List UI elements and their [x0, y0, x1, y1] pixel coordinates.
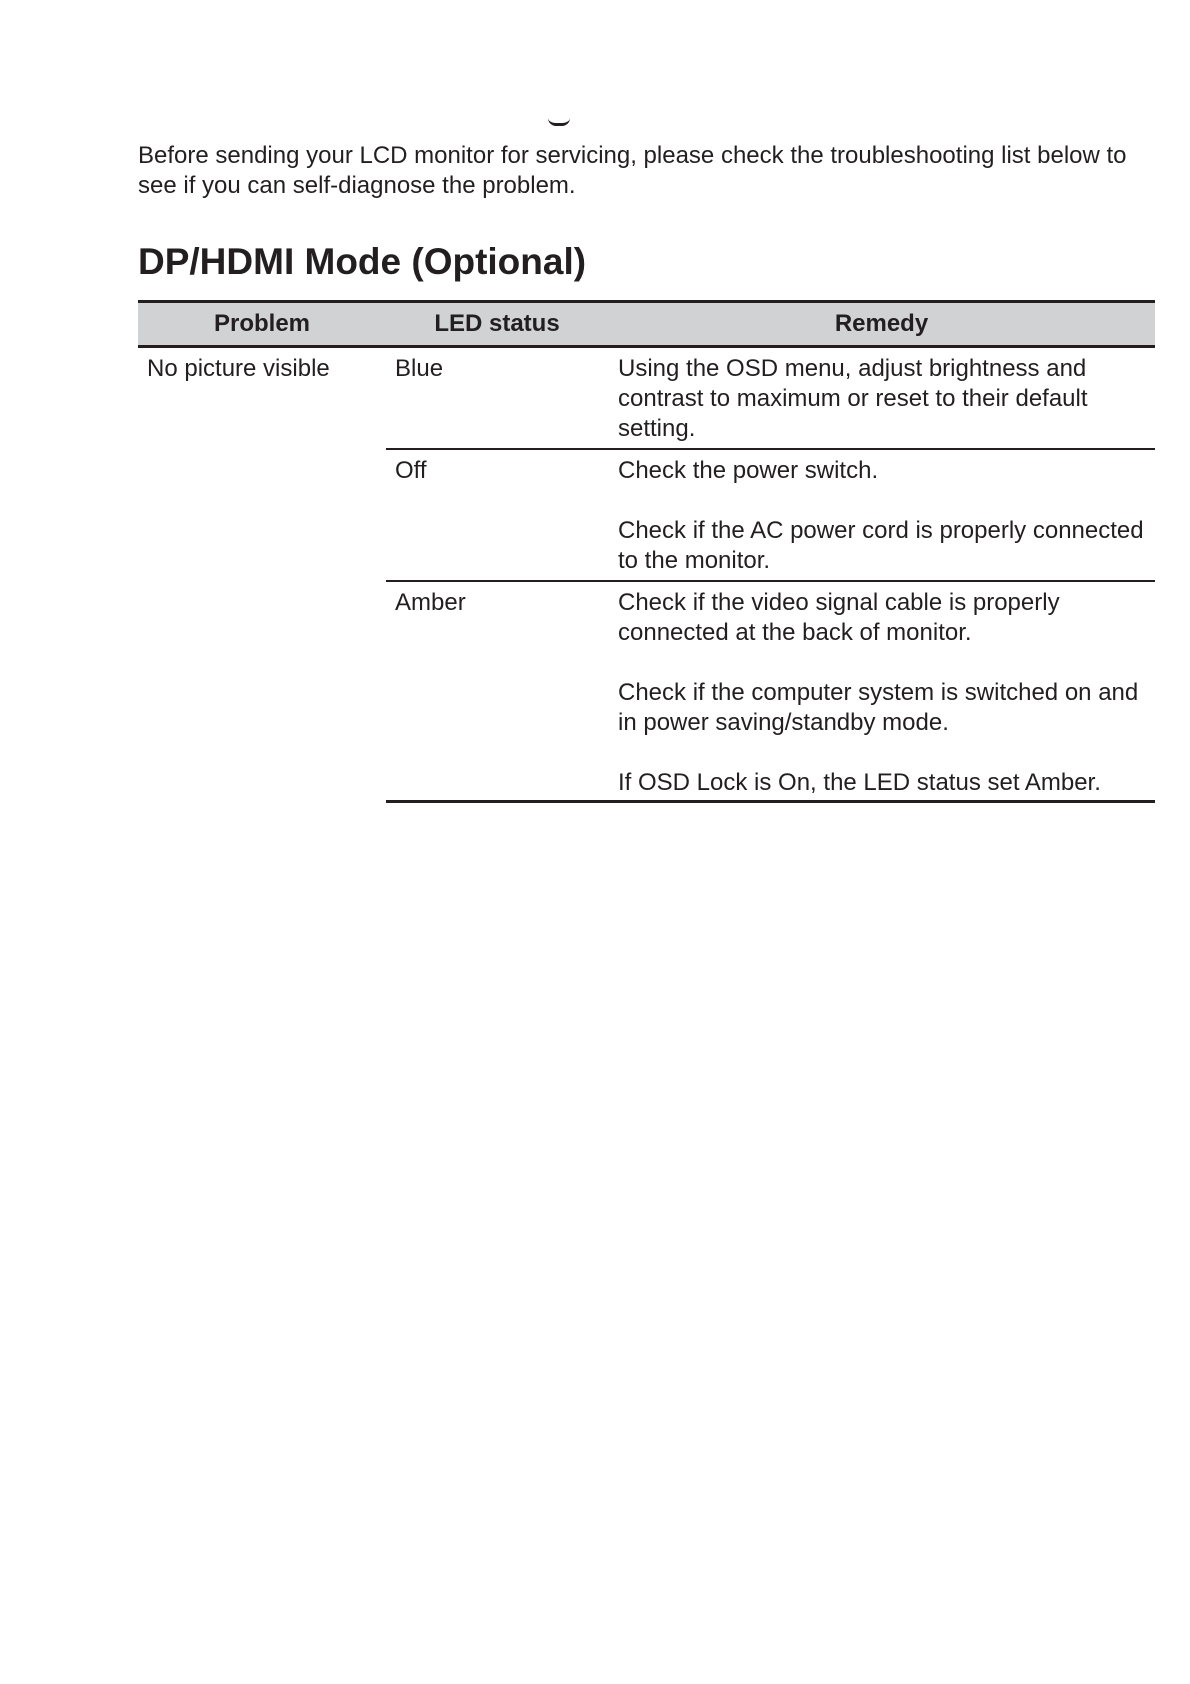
section-title: DP/HDMI Mode (Optional) [138, 241, 587, 282]
header-remedy: Remedy [608, 302, 1155, 347]
table-header-row [138, 302, 1155, 347]
header-problem: Problem [138, 302, 386, 347]
remedy-text: Using the OSD menu, adjust brightness and contrast to maximum or reset to their default setting. [618, 355, 1088, 442]
problem-cell: No picture visible [147, 355, 330, 382]
remedy-text: Check if the video signal cable is properly connected at the back of monitor. [618, 589, 1060, 646]
troubleshooting-table [138, 300, 1155, 803]
header-glyph-fragment [548, 118, 570, 126]
remedy-cell [608, 581, 1155, 802]
remedy-text: Check if the computer system is switched on and in power saving/standby mode. [618, 679, 1139, 736]
intro-paragraph: Before sending your LCD monitor for servicing, please check the troubleshooting list below to see if you can self-diagnose the problem. [138, 142, 1127, 199]
led-status-blue: Blue [386, 347, 608, 450]
led-status-amber: Amber [386, 581, 608, 802]
led-status-off: Off [386, 449, 608, 581]
remedy-text: Check the power switch. [618, 457, 879, 484]
header-led-status: LED status [386, 302, 608, 347]
remedy-cell [608, 449, 1155, 581]
remedy-text: Check if the AC power cord is properly connected to the monitor. [618, 517, 1144, 574]
remedy-text: If OSD Lock is On, the LED status set Amber. [618, 769, 1101, 796]
remedy-cell [608, 347, 1155, 450]
table-row [138, 347, 1155, 450]
